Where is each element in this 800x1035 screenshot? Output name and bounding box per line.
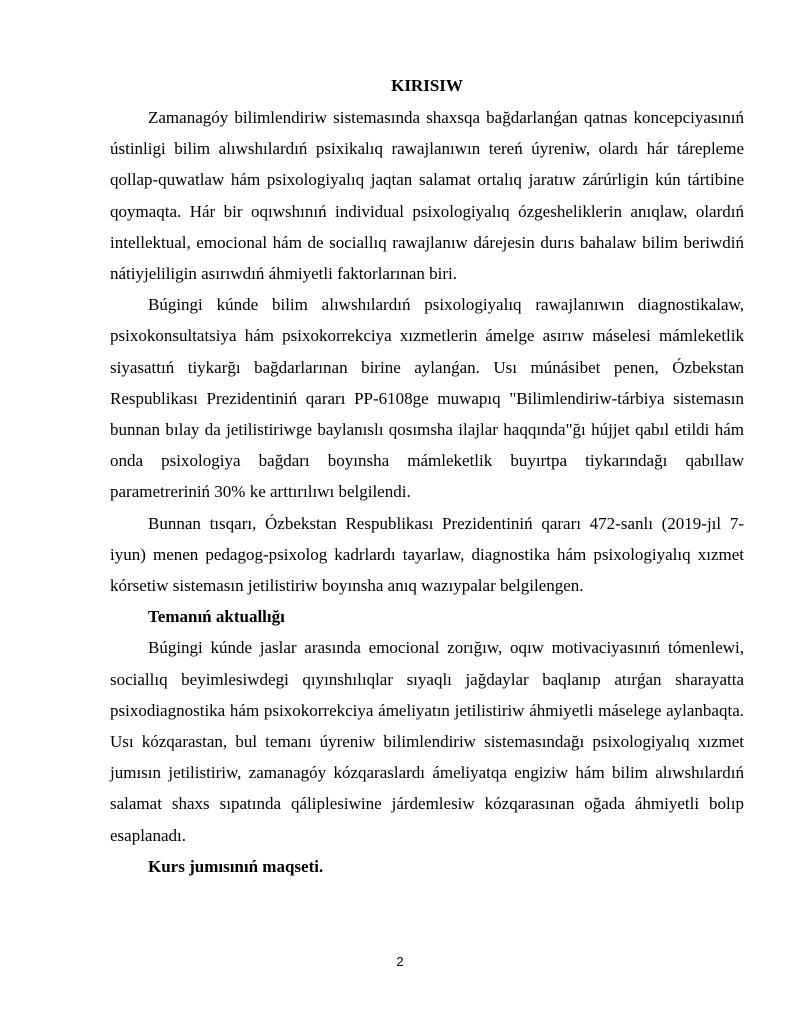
page-content bbox=[110, 70, 744, 882]
paragraph-diagnostics: Búgingi kúnde bilim alıwshılardıń psixologiyalıq rawajlanıwın diagnostikalaw, psixokonsultatsiya hám psixokorrekciya xızmetlerin ámelge asırıw máselesi mámleketlik siyasattıń tiykarğı bağdarlarınan birine aylanǵan. Usı múnásibet penen, Ózbekstan Respublikası Prezidentiniń qararı PP-6108ge muwapıq "Bilimlendiriw-tárbiya sistemasın bunnan bılay da jetilistiriwge baylanıslı qosımsha ilajlar haqqında"ğı hújjet qabıl etildi hám onda psixologiya bağdarı boyınsha mámleketlik buyırtpa tiykarındağı qabıllaw parametreriniń 30% ke arttırılıwı belgilendi. bbox=[110, 295, 744, 502]
section-heading-goal: Kurs jumısınıń maqseti. bbox=[148, 856, 324, 876]
section-heading-relevance: Temanıń aktuallığı bbox=[148, 607, 285, 627]
paragraph-intro: Zamanagóy bilimlendiriw sistemasında shaxsqa bağdarlanǵan qatnas koncepciyasınıń ústinligi bilim alıwshılardıń psixikalıq rawajlanıwın tereń úyreniw, olardı hár tárepleme qollap-quwatlaw hám psixologiyalıq jaqtan salamat ortalıq jaratıw zárúrligin kún tártibine qoymaqta. Hár bir oqıwshınıń individual psixologiyalıq ózgesheliklerin anıqlaw, olardıń intellektual, emocional hám de sociallıq rawajlanıw dárejesin durıs bahalaw bilim beriwdiń nátiyjeliligin asırıwdıń áhmiyetli faktorlarınan biri. bbox=[110, 108, 744, 284]
paragraph-resolution: Bunnan tısqarı, Ózbekstan Respublikası Prezidentiniń qararı 472-sanlı (2019-jıl 7-iyun) menen pedagog-psixolog kadrlardı tayarlaw, diagnostika hám psixologiyalıq xızmet kórsetiw sistemasın jetilistiriw boyınsha anıq wazıypalar belgilengen. bbox=[110, 513, 744, 596]
paragraph-relevance: Búgingi kúnde jaslar arasında emocional zorığıw, oqıw motivaciyasınıń tómenlewi, sociallıq beyimlesiwdegi qıyınshılıqlar sıyaqlı jağdaylar baqlanıp atırǵan sharayatta psixodiagnostika hám psixokorrekciya ámeliyatın jetilistiriw áhmiyetli máselege aylanbaqta. Usı kózqarastan, bul temanı úyreniw bilimlendiriw sistemasındağı psixologiyalıq xızmet jumısın jetilistiriw, zamanagóy kózqaraslardı ámeliyatqa engiziw hám bilim alıwshılardıń salamat shaxs sıpatında qáliplesiwine járdemlesiw kózqarasınan oğada áhmiyetli bolıp esaplanadı. bbox=[110, 638, 744, 845]
page-title: KIRISIW bbox=[391, 76, 463, 95]
page-number: 2 bbox=[396, 954, 404, 969]
